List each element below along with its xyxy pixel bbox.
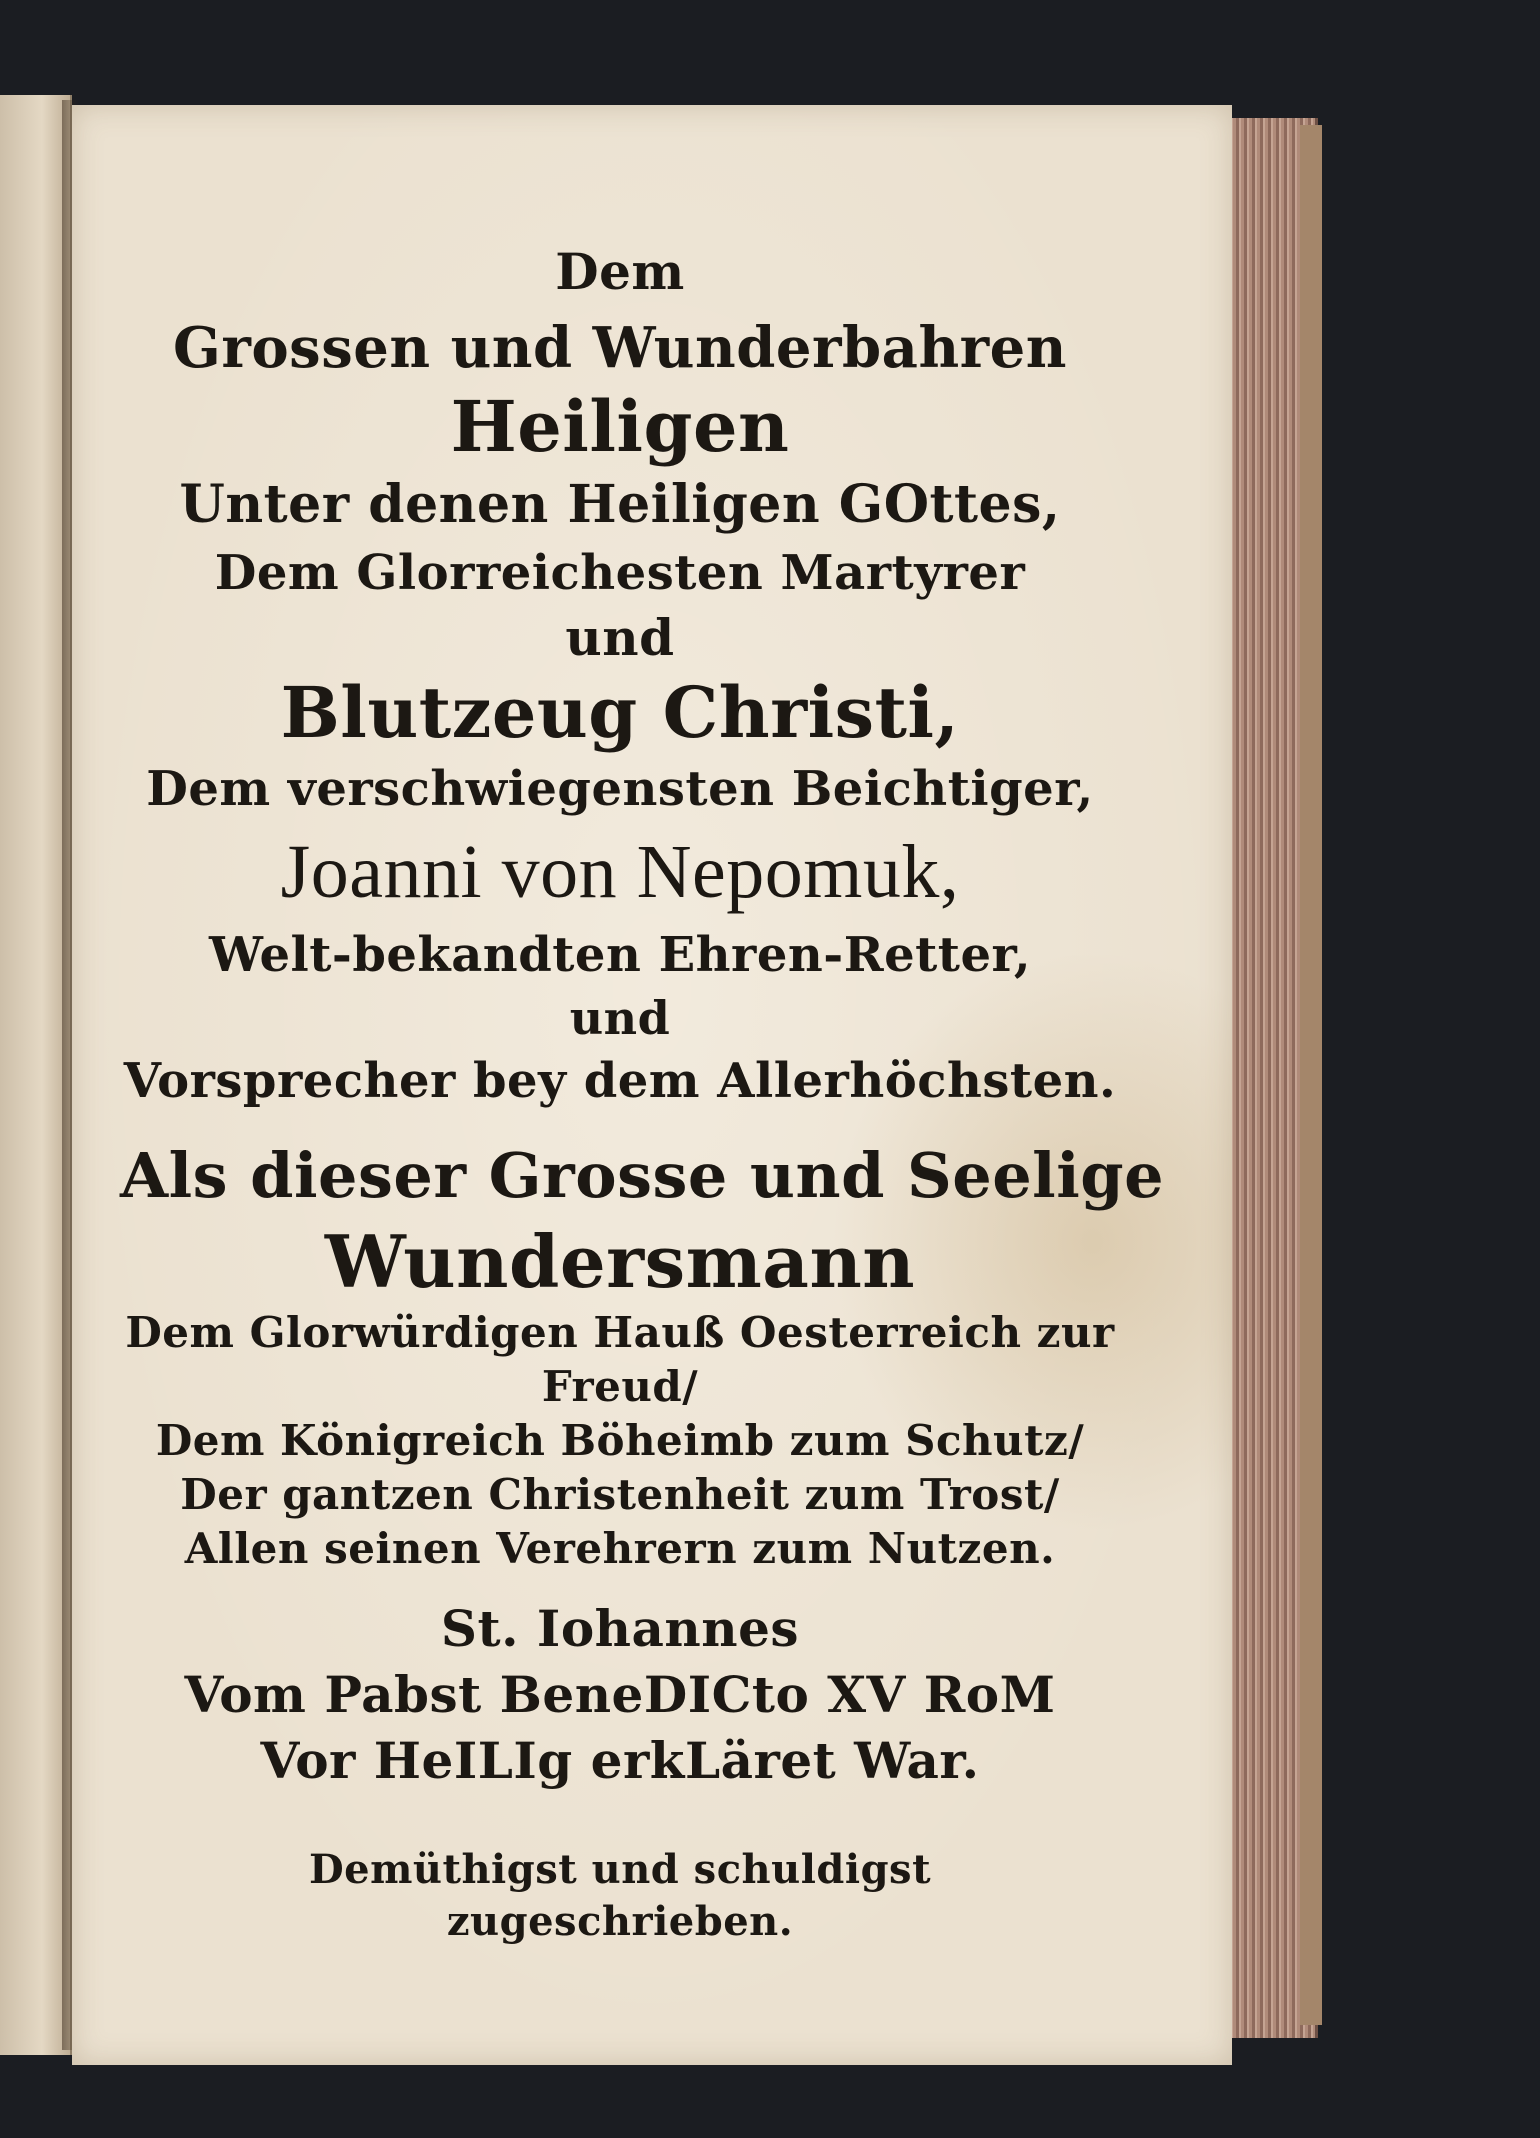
line-zugeschrieben: zugeschrieben. [446,1898,794,1945]
line-beichtiger: Dem verschwiegensten Beichtiger, [146,761,1094,817]
line-freud: Freud/ [541,1362,699,1411]
line-dem: Dem [555,242,685,301]
line-martyrer: Dem Glorreichesten Martyrer [214,545,1026,601]
line-verehrern: Allen seinen Verehrern zum Nutzen. [184,1524,1056,1573]
line-vorsprecher: Vorsprecher bey dem Allerhöchsten. [123,1053,1117,1109]
title-page-text [120,240,1165,1948]
line-und-1: und [565,608,675,667]
line-und-2: und [569,991,671,1045]
line-ehren-retter: Welt-bekandten Ehren-Retter, [208,927,1032,983]
line-blutzeug: Blutzeug Christi, [280,671,960,754]
line-unter-denen: Unter denen Heiligen GOttes, [179,474,1061,535]
line-st-iohannes: St. Iohannes [440,1599,800,1658]
line-hauss-oesterreich: Dem Glorwürdigen Hauß Oesterreich zur [125,1308,1115,1357]
line-koenigreich: Dem Königreich Böheimb zum Schutz/ [155,1416,1085,1465]
line-erklaeret: Vor HeILIg erkLäret War. [260,1731,980,1790]
book-cover-edge [1300,125,1322,2025]
line-demuethigst: Demüthigst und schuldigst [308,1846,932,1893]
line-christenheit: Der gantzen Christenheit zum Trost/ [180,1470,1060,1519]
line-joanni: Joanni von Nepomuk, [280,830,960,914]
line-heiligen: Heiligen [450,385,790,468]
line-als-dieser: Als dieser Grosse und Seelige [120,1139,1165,1212]
line-wundersmann: Wundersmann [324,1219,916,1304]
line-vom-pabst: Vom Pabst BeneDICto XV RoM [184,1665,1056,1724]
line-grossen: Grossen und Wunderbahren [173,315,1067,381]
